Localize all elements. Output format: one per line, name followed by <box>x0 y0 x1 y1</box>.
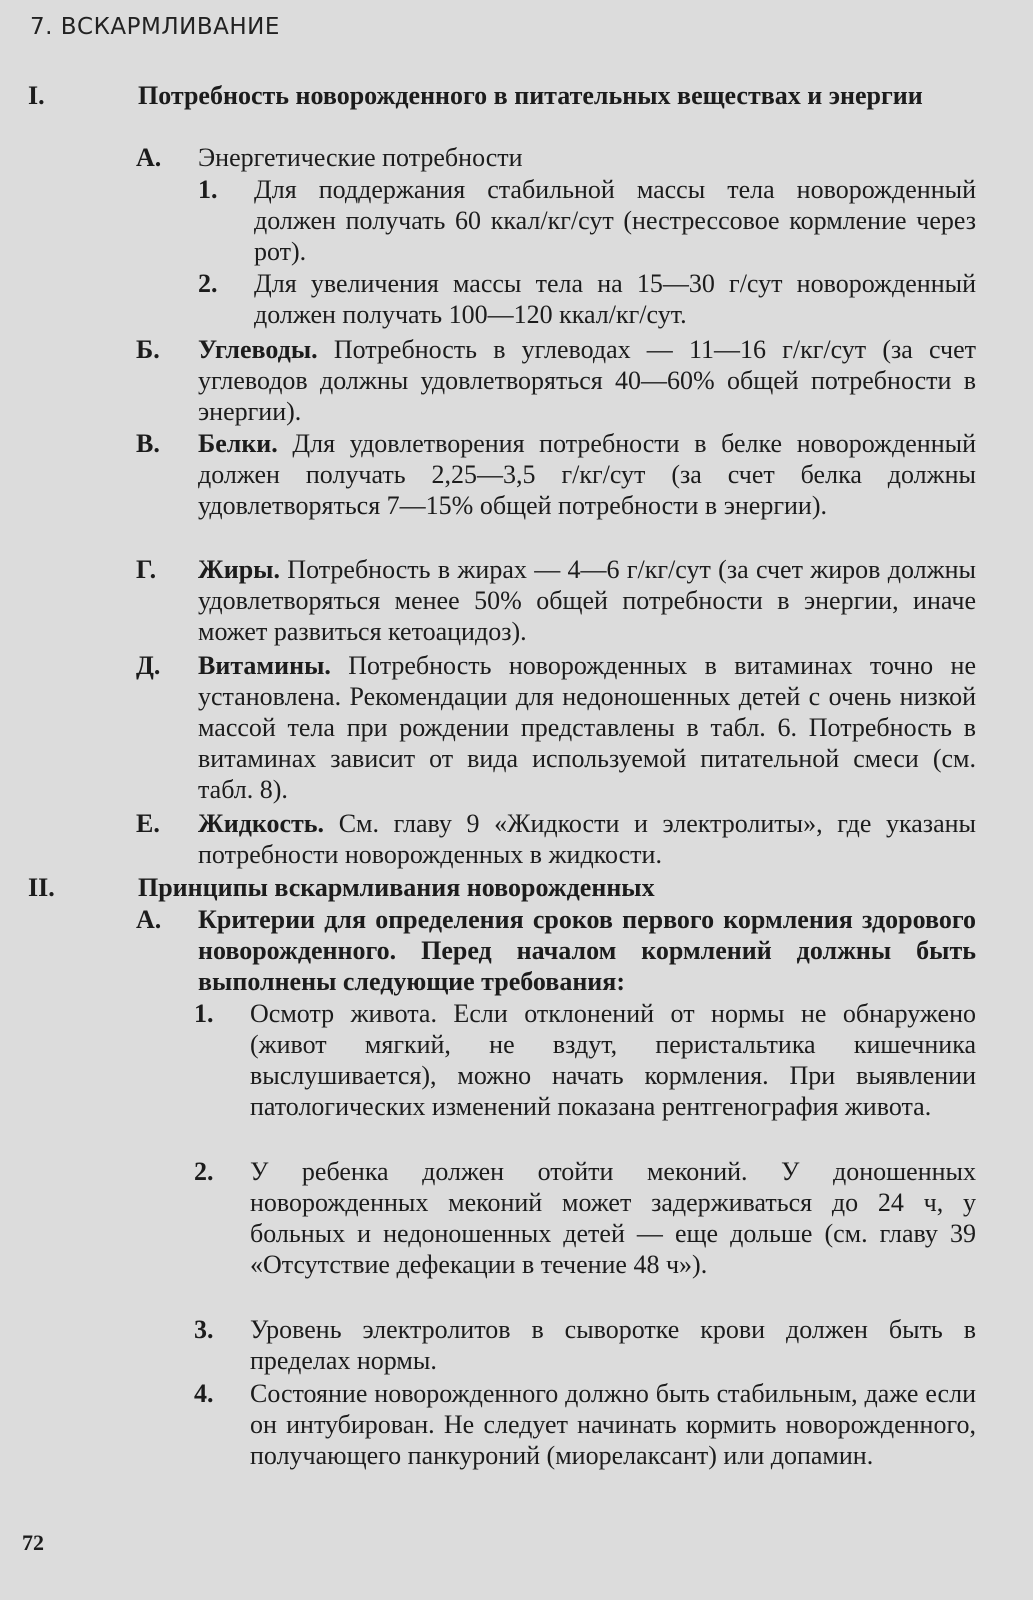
subsection-heading: Критерии для определения сроков первого кормления здорового новорожденного. Перед началом кормлений должны быть выполнены следующие требования: <box>198 905 976 996</box>
item-text: Осмотр живота. Если отклонений от нормы не обнаружено (живот мягкий, не вздут, перистальтика кишечника выслушивается), можно начать кормления. При выявлении патологических изменений показана рентгенография живота. <box>250 999 976 1121</box>
section-2 <box>28 872 978 903</box>
term: Белки. <box>198 429 278 458</box>
item-marker: 2. <box>198 269 218 298</box>
subsection-marker: В. <box>136 429 160 458</box>
subsection-text <box>198 808 976 870</box>
item-marker: 1. <box>194 999 214 1028</box>
list-item-1a2 <box>198 268 976 330</box>
subsection-marker: А. <box>136 143 162 172</box>
list-item-2a1 <box>194 998 976 1122</box>
subsection-1f <box>136 808 976 870</box>
item-marker: 2. <box>194 1157 214 1186</box>
item-marker: 1. <box>198 175 218 204</box>
section-heading: Принципы вскармливания новорожденных <box>138 873 655 902</box>
subsection-heading: Энергетические потребности <box>198 143 523 172</box>
item-text: Для поддержания стабильной массы тела новорожденный должен получать 60 ккал/кг/сут (нестрессовое кормление через рот). <box>254 175 976 266</box>
chapter-title: 7. ВСКАРМЛИВАНИЕ <box>30 14 280 40</box>
subsection-1e <box>136 650 976 805</box>
section-heading: Потребность новорожденного в питательных веществах и энергии <box>138 81 923 110</box>
item-text: Уровень электролитов в сыворотке крови должен быть в пределах нормы. <box>250 1315 976 1375</box>
section-marker: I. <box>28 81 45 110</box>
subsection-marker: Е. <box>136 809 160 838</box>
subsection-marker: Д. <box>136 651 161 680</box>
subsection-marker: Г. <box>136 555 157 584</box>
body: Потребность новорожденных в витаминах точно не установлена. Рекомендации для недоношенных детей с очень низкой массой тела при рождении представлены в табл. 6. Потребность в витаминах зависит от вида используемой питательной смеси (см. табл. 8). <box>198 651 976 804</box>
subsection-1c <box>136 428 976 521</box>
body: Для удовлетворения потребности в белке новорожденный должен получать 2,25—3,5 г/кг/сут (за счет белка должны удовлетворяться 7—15% общей потребности в энергии). <box>198 429 976 520</box>
section-1 <box>28 80 978 111</box>
item-text: Для увеличения массы тела на 15—30 г/сут новорожденный должен получать 100—120 ккал/кг/сут. <box>254 269 976 329</box>
term: Жиры. <box>198 555 280 584</box>
list-item-2a4 <box>194 1378 976 1471</box>
page-number: 72 <box>22 1530 44 1555</box>
item-text: Состояние новорожденного должно быть стабильным, даже если он интубирован. Не следует начинать кормить новорожденного, получающего панкуроний (миорелаксант) или допамин. <box>250 1379 976 1470</box>
subsection-text <box>198 428 976 521</box>
list-item-2a3 <box>194 1314 976 1376</box>
list-item-1a1 <box>198 174 976 267</box>
subsection-1d <box>136 554 976 647</box>
subsection-text <box>198 554 976 647</box>
subsection-text <box>198 650 976 805</box>
term: Углеводы. <box>198 335 318 364</box>
subsection-marker: А. <box>136 905 162 934</box>
body: См. главу 9 «Жидкости и электролиты», где указаны потребности новорожденных в жидкости. <box>198 809 976 869</box>
subsection-marker: Б. <box>136 335 160 364</box>
list-item-2a2 <box>194 1156 976 1280</box>
section-marker: II. <box>28 873 55 902</box>
body: Потребность в жирах — 4—6 г/кг/сут (за счет жиров должны удовлетворяться менее 50% общей потребности в энергии, иначе может развиться кетоацидоз). <box>198 555 976 646</box>
item-marker: 4. <box>194 1379 214 1408</box>
subsection-2a <box>136 904 976 997</box>
body: Потребность в углеводах — 11—16 г/кг/сут (за счет углеводов должны удовлетворяться 40—60% общей потребности в энергии). <box>198 335 976 426</box>
item-text: У ребенка должен отойти меконий. У доношенных новорожденных меконий может задерживаться до 24 ч, у больных и недоношенных детей — еще дольше (см. главу 39 «Отсутствие дефекации в течение 48 ч»). <box>250 1157 976 1279</box>
term: Витамины. <box>198 651 331 680</box>
subsection-text <box>198 334 976 427</box>
subsection-1b <box>136 334 976 427</box>
item-marker: 3. <box>194 1315 214 1344</box>
term: Жидкость. <box>198 809 325 838</box>
subsection-1a <box>136 142 976 173</box>
